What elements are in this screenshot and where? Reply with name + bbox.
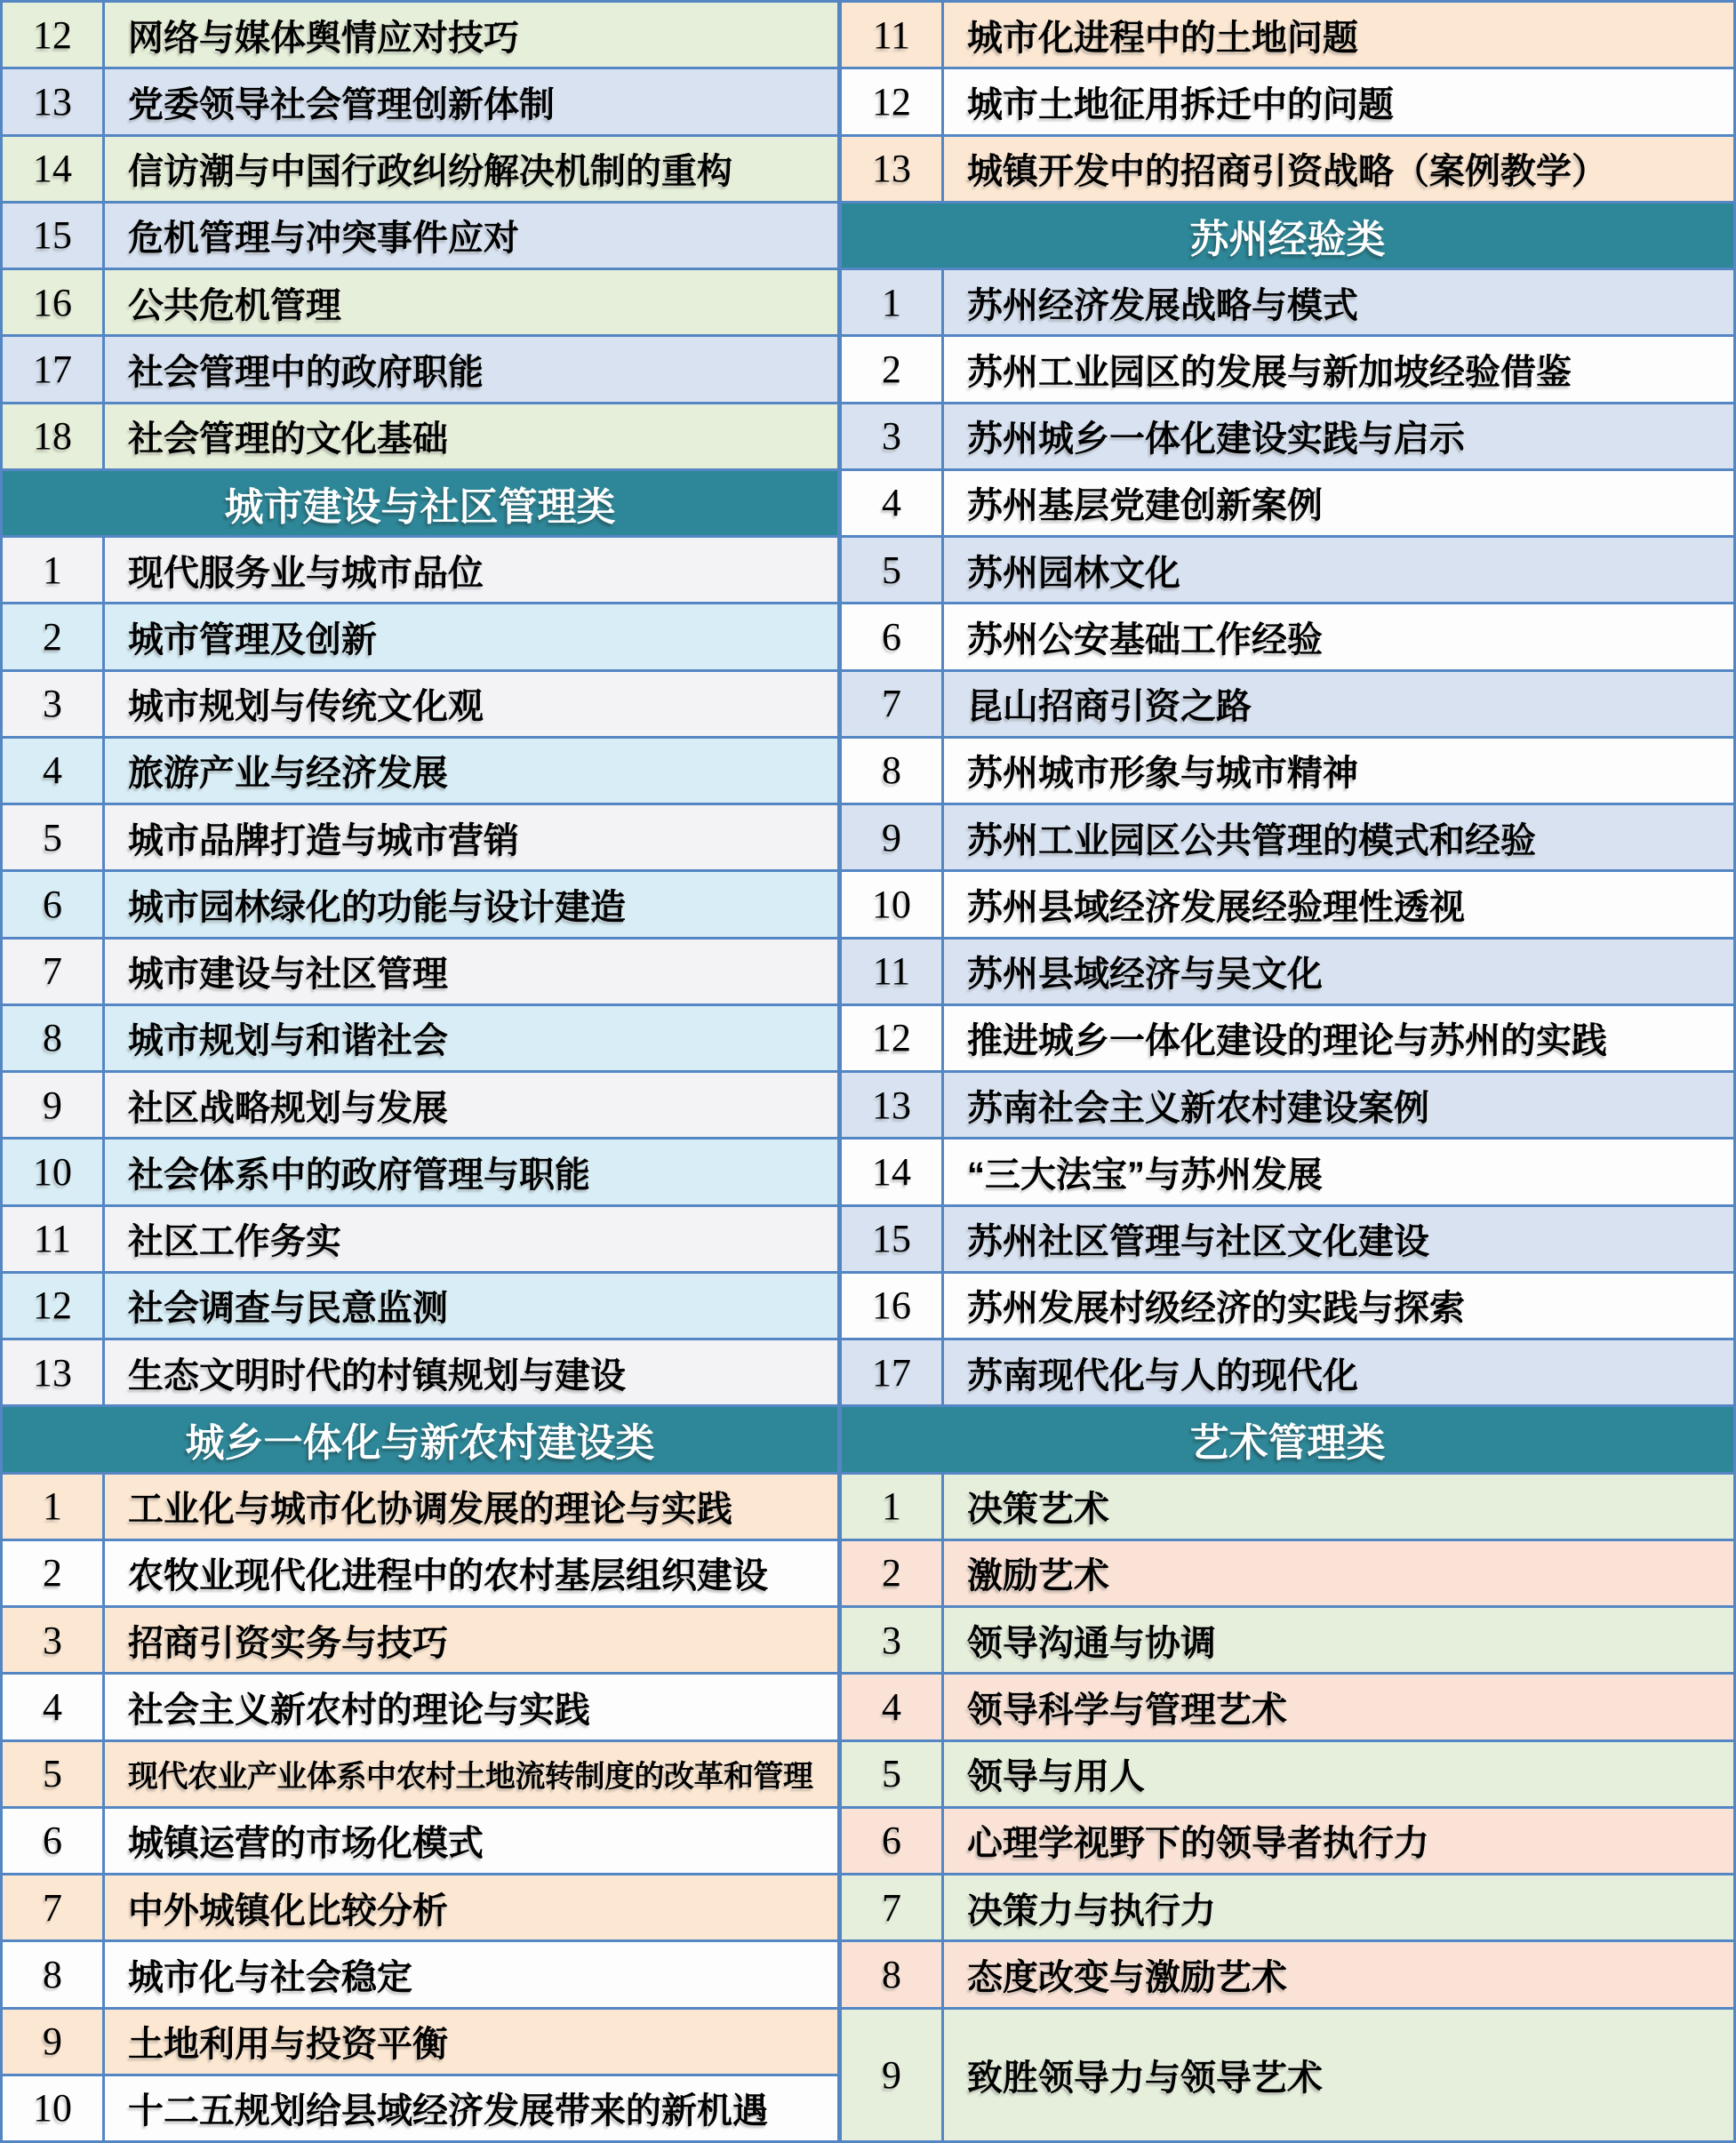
row-title-cell: 社会主义新农村的理论与实践 — [105, 1675, 837, 1739]
row-title-cell: 社区战略规划与发展 — [105, 1073, 837, 1137]
table-row — [3, 2010, 837, 2074]
row-number-cell: 12 — [3, 3, 102, 67]
table-row — [3, 2076, 837, 2140]
row-number-cell: 8 — [842, 1942, 941, 2006]
row-title-cell: 苏州园林文化 — [944, 538, 1733, 602]
table-row — [3, 137, 837, 201]
row-title-cell: 苏州城市形象与城市精神 — [944, 739, 1733, 803]
table-row — [3, 1207, 837, 1271]
row-number-cell: 13 — [842, 137, 941, 201]
row-title-cell: 城市建设与社区管理 — [105, 940, 837, 1004]
row-title-cell: 推进城乡一体化建设的理论与苏州的实践 — [944, 1006, 1733, 1070]
row-number-cell: 3 — [842, 1608, 941, 1672]
row-number-cell: 5 — [842, 538, 941, 602]
table-row — [842, 805, 1733, 869]
row-number-cell: 9 — [842, 2010, 941, 2141]
row-number-cell: 9 — [842, 805, 941, 869]
row-title-cell: 苏州社区管理与社区文化建设 — [944, 1207, 1733, 1271]
row-number-cell: 3 — [842, 404, 941, 468]
table-row — [3, 1006, 837, 1070]
row-title-cell: 城市规划与传统文化观 — [105, 672, 837, 736]
row-number-cell: 10 — [3, 1139, 102, 1203]
row-number-cell: 3 — [3, 1608, 102, 1672]
row-number-cell: 2 — [3, 1541, 102, 1605]
table-row — [842, 672, 1733, 736]
row-number-cell: 6 — [3, 1809, 102, 1873]
row-title-cell: 苏州发展村级经济的实践与探索 — [944, 1274, 1733, 1338]
row-title-cell: 领导与用人 — [944, 1742, 1733, 1806]
row-title-cell: 城镇运营的市场化模式 — [105, 1809, 837, 1873]
table-row — [3, 1073, 837, 1137]
table-row — [3, 739, 837, 803]
row-title-cell: 现代服务业与城市品位 — [105, 538, 837, 602]
table-row — [842, 872, 1733, 936]
table-row — [3, 1475, 837, 1539]
row-number-cell: 8 — [3, 1006, 102, 1070]
row-number-cell: 8 — [3, 1942, 102, 2006]
right-table — [842, 3, 1733, 2140]
row-title-cell: 党委领导社会管理创新体制 — [105, 69, 837, 133]
row-title-cell: 城市园林绿化的功能与设计建造 — [105, 872, 837, 936]
row-number-cell: 4 — [842, 471, 941, 535]
row-title-cell: 致胜领导力与领导艺术 — [944, 2010, 1733, 2141]
row-title-cell: 苏州公安基础工作经验 — [944, 604, 1733, 668]
row-number-cell: 1 — [3, 538, 102, 602]
row-number-cell: 15 — [842, 1207, 941, 1271]
row-title-cell: 网络与媒体舆情应对技巧 — [105, 3, 837, 67]
table-row — [3, 1742, 837, 1806]
table-row — [3, 940, 837, 1004]
row-number-cell: 2 — [842, 1541, 941, 1605]
category-header: 艺术管理类 — [842, 1407, 1733, 1471]
row-title-cell: 苏州工业园区公共管理的模式和经验 — [944, 805, 1733, 869]
row-number-cell: 7 — [842, 1875, 941, 1939]
row-number-cell: 12 — [3, 1274, 102, 1338]
table-row — [842, 270, 1733, 334]
row-title-cell: 决策力与执行力 — [944, 1875, 1733, 1939]
row-number-cell: 12 — [842, 69, 941, 133]
left-table — [3, 3, 837, 2140]
row-number-cell: 17 — [842, 1340, 941, 1404]
table-row — [842, 1139, 1733, 1203]
table-row — [3, 1809, 837, 1873]
table-row — [842, 1675, 1733, 1739]
table-row — [842, 1608, 1733, 1672]
row-title-cell: 招商引资实务与技巧 — [105, 1608, 837, 1672]
row-number-cell: 4 — [842, 1675, 941, 1739]
row-title-cell: 土地利用与投资平衡 — [105, 2010, 837, 2074]
row-title-cell: 公共危机管理 — [105, 270, 837, 334]
table-row — [842, 1541, 1733, 1605]
row-title-cell: 苏州工业园区的发展与新加坡经验借鉴 — [944, 337, 1733, 401]
row-number-cell: 4 — [3, 739, 102, 803]
row-number-cell: 15 — [3, 204, 102, 268]
row-title-cell: 工业化与城市化协调发展的理论与实践 — [105, 1475, 837, 1539]
table-row — [842, 1942, 1733, 2006]
table-row — [3, 1675, 837, 1739]
row-number-cell: 2 — [842, 337, 941, 401]
row-number-cell: 6 — [842, 604, 941, 668]
table-row — [3, 270, 837, 334]
table-row — [3, 538, 837, 602]
table-row — [842, 2010, 1733, 2141]
row-number-cell: 1 — [842, 1475, 941, 1539]
row-title-cell: 社区工作务实 — [105, 1207, 837, 1271]
row-number-cell: 13 — [3, 1340, 102, 1404]
row-number-cell: 10 — [3, 2076, 102, 2140]
row-title-cell: 苏南现代化与人的现代化 — [944, 1340, 1733, 1404]
row-number-cell: 6 — [842, 1809, 941, 1873]
row-number-cell: 1 — [842, 270, 941, 334]
row-number-cell: 11 — [842, 940, 941, 1004]
table-row — [3, 1942, 837, 2006]
table-row — [842, 337, 1733, 401]
row-number-cell: 8 — [842, 739, 941, 803]
row-number-cell: 3 — [3, 672, 102, 736]
row-title-cell: 社会调查与民意监测 — [105, 1274, 837, 1338]
row-title-cell: 态度改变与激励艺术 — [944, 1942, 1733, 2006]
row-number-cell: 12 — [842, 1006, 941, 1070]
row-number-cell: 11 — [842, 3, 941, 67]
row-title-cell: 社会管理中的政府职能 — [105, 337, 837, 401]
row-number-cell: 5 — [842, 1742, 941, 1806]
table-row — [3, 404, 837, 468]
table-row — [3, 1875, 837, 1939]
table-row — [842, 1274, 1733, 1338]
row-number-cell: 16 — [3, 270, 102, 334]
table-row — [842, 940, 1733, 1004]
row-title-cell: 苏州县域经济与吴文化 — [944, 940, 1733, 1004]
row-title-cell: 城市化进程中的土地问题 — [944, 3, 1733, 67]
row-number-cell: 11 — [3, 1207, 102, 1271]
table-row — [3, 672, 837, 736]
row-title-cell: 苏州县域经济发展经验理性透视 — [944, 872, 1733, 936]
row-number-cell: 13 — [3, 69, 102, 133]
table-row — [842, 1475, 1733, 1539]
row-title-cell: 旅游产业与经济发展 — [105, 739, 837, 803]
table-row — [842, 604, 1733, 668]
row-title-cell: 苏州基层党建创新案例 — [944, 471, 1733, 535]
table-row — [842, 538, 1733, 602]
row-number-cell: 6 — [3, 872, 102, 936]
row-number-cell: 1 — [3, 1475, 102, 1539]
row-title-cell: 领导科学与管理艺术 — [944, 1675, 1733, 1739]
row-title-cell: 十二五规划给县域经济发展带来的新机遇 — [105, 2076, 837, 2140]
row-number-cell: 7 — [842, 672, 941, 736]
row-number-cell: 9 — [3, 1073, 102, 1137]
row-title-cell: 苏南社会主义新农村建设案例 — [944, 1073, 1733, 1137]
row-number-cell: 16 — [842, 1274, 941, 1338]
row-title-cell: 生态文明时代的村镇规划与建设 — [105, 1340, 837, 1404]
table-row — [3, 872, 837, 936]
table-row — [842, 1006, 1733, 1070]
row-number-cell: 18 — [3, 404, 102, 468]
table-row — [3, 1608, 837, 1672]
table-row — [3, 1274, 837, 1338]
row-number-cell: 7 — [3, 940, 102, 1004]
table-row — [3, 805, 837, 869]
row-number-cell: 2 — [3, 604, 102, 668]
row-title-cell: 农牧业现代化进程中的农村基层组织建设 — [105, 1541, 837, 1605]
row-title-cell: 社会管理的文化基础 — [105, 404, 837, 468]
table-row — [842, 1809, 1733, 1873]
row-number-cell: 17 — [3, 337, 102, 401]
row-title-cell: 城市管理及创新 — [105, 604, 837, 668]
row-title-cell: 中外城镇化比较分析 — [105, 1875, 837, 1939]
row-number-cell: 5 — [3, 805, 102, 869]
row-number-cell: 5 — [3, 1742, 102, 1806]
table-row — [842, 3, 1733, 67]
table-row — [3, 204, 837, 268]
category-header: 苏州经验类 — [842, 204, 1733, 268]
table-row — [3, 337, 837, 401]
table-row — [842, 1073, 1733, 1137]
table-row — [3, 69, 837, 133]
table-row — [842, 739, 1733, 803]
table-row — [842, 137, 1733, 201]
row-title-cell: 昆山招商引资之路 — [944, 672, 1733, 736]
row-title-cell: 心理学视野下的领导者执行力 — [944, 1809, 1733, 1873]
category-header: 城乡一体化与新农村建设类 — [3, 1407, 837, 1471]
row-title-cell: 城市土地征用拆迁中的问题 — [944, 69, 1733, 133]
row-title-cell: 城市品牌打造与城市营销 — [105, 805, 837, 869]
row-title-cell: 城市规划与和谐社会 — [105, 1006, 837, 1070]
row-number-cell: 14 — [3, 137, 102, 201]
table-row — [3, 604, 837, 668]
row-title-cell: “三大法宝”与苏州发展 — [944, 1139, 1733, 1203]
row-title-cell: 信访潮与中国行政纠纷解决机制的重构 — [105, 137, 837, 201]
row-number-cell: 4 — [3, 1675, 102, 1739]
table-row — [842, 69, 1733, 133]
row-title-cell: 苏州经济发展战略与模式 — [944, 270, 1733, 334]
row-number-cell: 10 — [842, 872, 941, 936]
row-number-cell: 14 — [842, 1139, 941, 1203]
row-title-cell: 危机管理与冲突事件应对 — [105, 204, 837, 268]
row-title-cell: 领导沟通与协调 — [944, 1608, 1733, 1672]
table-row — [842, 471, 1733, 535]
row-number-cell: 13 — [842, 1073, 941, 1137]
table-row — [3, 1340, 837, 1404]
table-row — [842, 1340, 1733, 1404]
row-number-cell: 9 — [3, 2010, 102, 2074]
row-number-cell: 7 — [3, 1875, 102, 1939]
table-row — [842, 404, 1733, 468]
row-title-cell: 城市化与社会稳定 — [105, 1942, 837, 2006]
row-title-cell: 苏州城乡一体化建设实践与启示 — [944, 404, 1733, 468]
table-row — [842, 1207, 1733, 1271]
table-row — [3, 1541, 837, 1605]
row-title-cell: 城镇开发中的招商引资战略（案例教学） — [944, 137, 1733, 201]
table-row — [3, 3, 837, 67]
table-row — [842, 1742, 1733, 1806]
row-title-cell: 社会体系中的政府管理与职能 — [105, 1139, 837, 1203]
row-title-cell: 决策艺术 — [944, 1475, 1733, 1539]
row-title-cell: 现代农业产业体系中农村土地流转制度的改革和管理 — [105, 1742, 837, 1806]
row-title-cell: 激励艺术 — [944, 1541, 1733, 1605]
category-header: 城市建设与社区管理类 — [3, 471, 837, 535]
table-row — [3, 1139, 837, 1203]
table-row — [842, 1875, 1733, 1939]
